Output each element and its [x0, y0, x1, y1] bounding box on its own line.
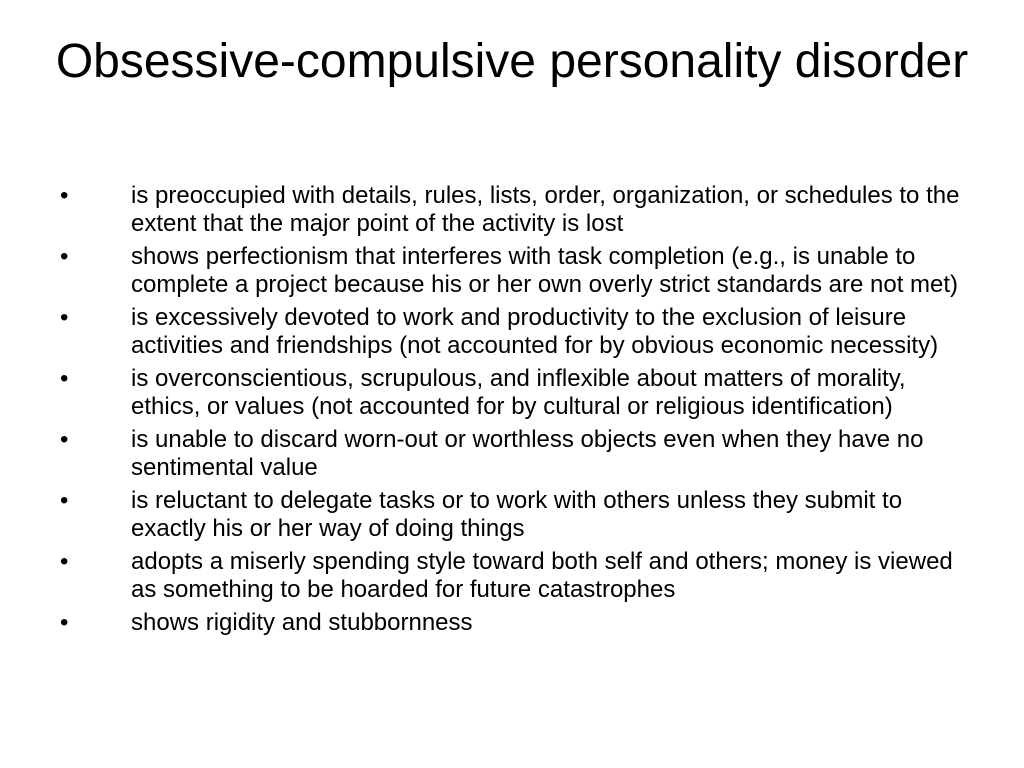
bullet-item — [60, 548, 970, 603]
bullet-item — [60, 487, 970, 542]
bullet-text: adopts a miserly spending style toward both self and others; money is viewed as something to be hoarded for future catastrophes — [131, 548, 953, 603]
bullet-item — [60, 365, 970, 420]
bullet-icon: • — [60, 365, 69, 392]
bullet-item — [60, 304, 970, 359]
bullet-icon: • — [60, 182, 69, 209]
bullet-text: shows rigidity and stubbornness — [131, 609, 473, 636]
bullet-item — [60, 609, 970, 637]
bullet-item — [60, 243, 970, 298]
bullet-icon: • — [60, 548, 69, 575]
bullet-item — [60, 426, 970, 481]
bullet-icon: • — [60, 304, 69, 331]
bullet-text: is unable to discard worn-out or worthless objects even when they have no sentimental value — [131, 426, 924, 481]
bullet-item — [60, 182, 970, 237]
bullet-icon: • — [60, 487, 69, 514]
bullet-text: is preoccupied with details, rules, lists, order, organization, or schedules to the extent that the major point of the activity is lost — [131, 182, 960, 237]
bullet-text: is overconscientious, scrupulous, and inflexible about matters of morality, ethics, or values (not accounted for by cultural or religious identification) — [131, 365, 906, 420]
bullet-text: shows perfectionism that interferes with task completion (e.g., is unable to complete a project because his or her own overly strict standards are not met) — [131, 243, 959, 298]
slide-title: Obsessive-compulsive personality disorder — [55, 35, 969, 88]
bullet-list — [60, 182, 970, 643]
bullet-icon: • — [60, 243, 69, 270]
bullet-text: is reluctant to delegate tasks or to work with others unless they submit to exactly his or her way of doing things — [131, 487, 903, 542]
bullet-icon: • — [60, 609, 69, 636]
bullet-text: is excessively devoted to work and productivity to the exclusion of leisure activities and friendships (not accounted for by obvious economic necessity) — [131, 304, 939, 359]
bullet-icon: • — [60, 426, 69, 453]
